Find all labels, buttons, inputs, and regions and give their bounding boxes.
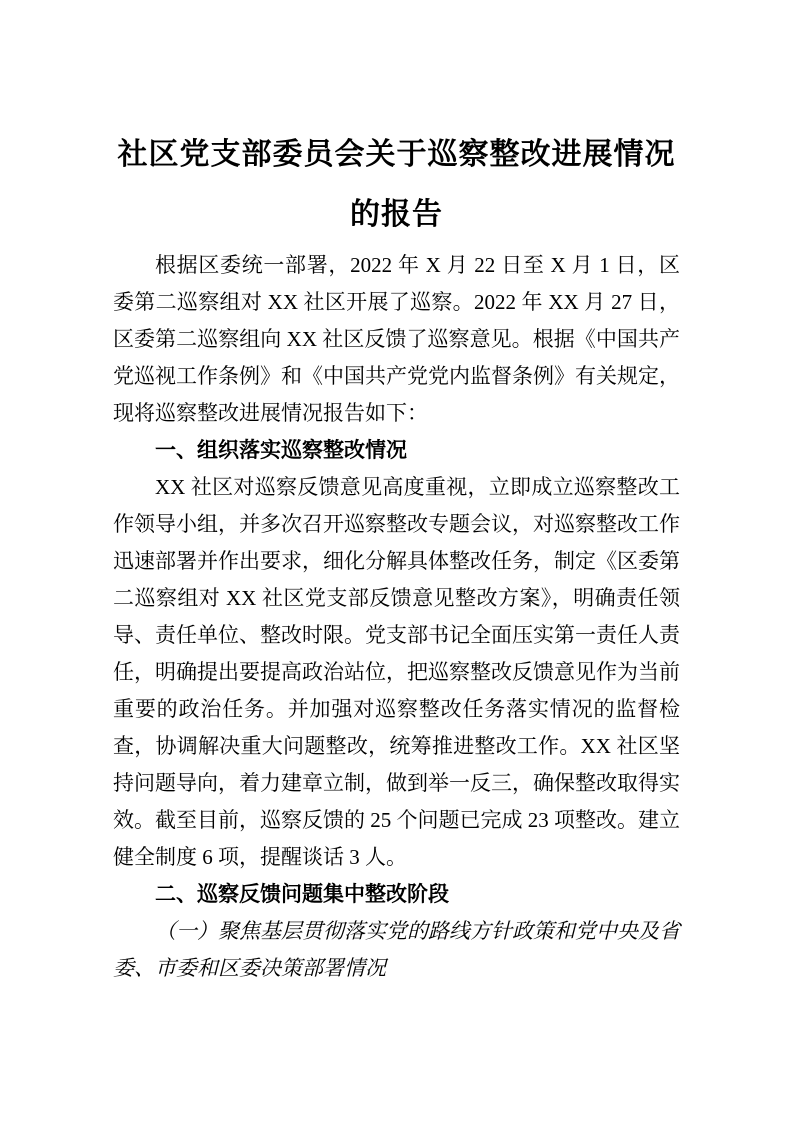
document-title [113, 125, 680, 245]
subsection-heading-2-1: （一）聚焦基层贯彻落实党的路线方针政策和党中央及省委、市委和区委决策部署情况 [113, 919, 680, 980]
section-heading-2: 二、巡察反馈问题集中整改阶段 [155, 883, 449, 906]
document-title-line-1: 社区党支部委员会关于巡察整改进展情况 [117, 138, 676, 171]
section-heading-1: 一、组织落实巡察整改情况 [155, 439, 407, 462]
paragraph-introduction: 根据区委统一部署，2022 年 X 月 22 日至 X 月 1 日，区委第二巡察组对 XX 社区开展了巡察。2022 年 XX 月 27 日，区委第二巡察组向 XX 社区反馈了巡察意见。根据《中国共产党巡视工作条例》和《中国共产党党内监督条例》有关规定，现将巡察整改进展情况报告如下： [113, 253, 680, 425]
document-title-line-2: 的报告 [350, 198, 443, 231]
paragraph-section-1-body: XX 社区对巡察反馈意见高度重视，立即成立巡察整改工作领导小组，并多次召开巡察整改专题会议，对巡察整改工作迅速部署并作出要求，细化分解具体整改任务，制定《区委第二巡察组对 XX 社区党支部反馈意见整改方案》，明确责任领导、责任单位、整改时限。党支部书记全面压实第一责任人责任，明确提出要提高政治站位，把巡察整改反馈意见作为当前重要的政治任务。并加强对巡察整改任务落实情况的监督检查，协调解决重大问题整改，统筹推进整改工作。XX 社区坚持问题导向，着力建章立制，做到举一反三，确保整改取得实效。截至目前，巡察反馈的 25 个问题已完成 23 项整改。建立健全制度 6 项，提醒谈话 3 人。 [113, 475, 680, 869]
